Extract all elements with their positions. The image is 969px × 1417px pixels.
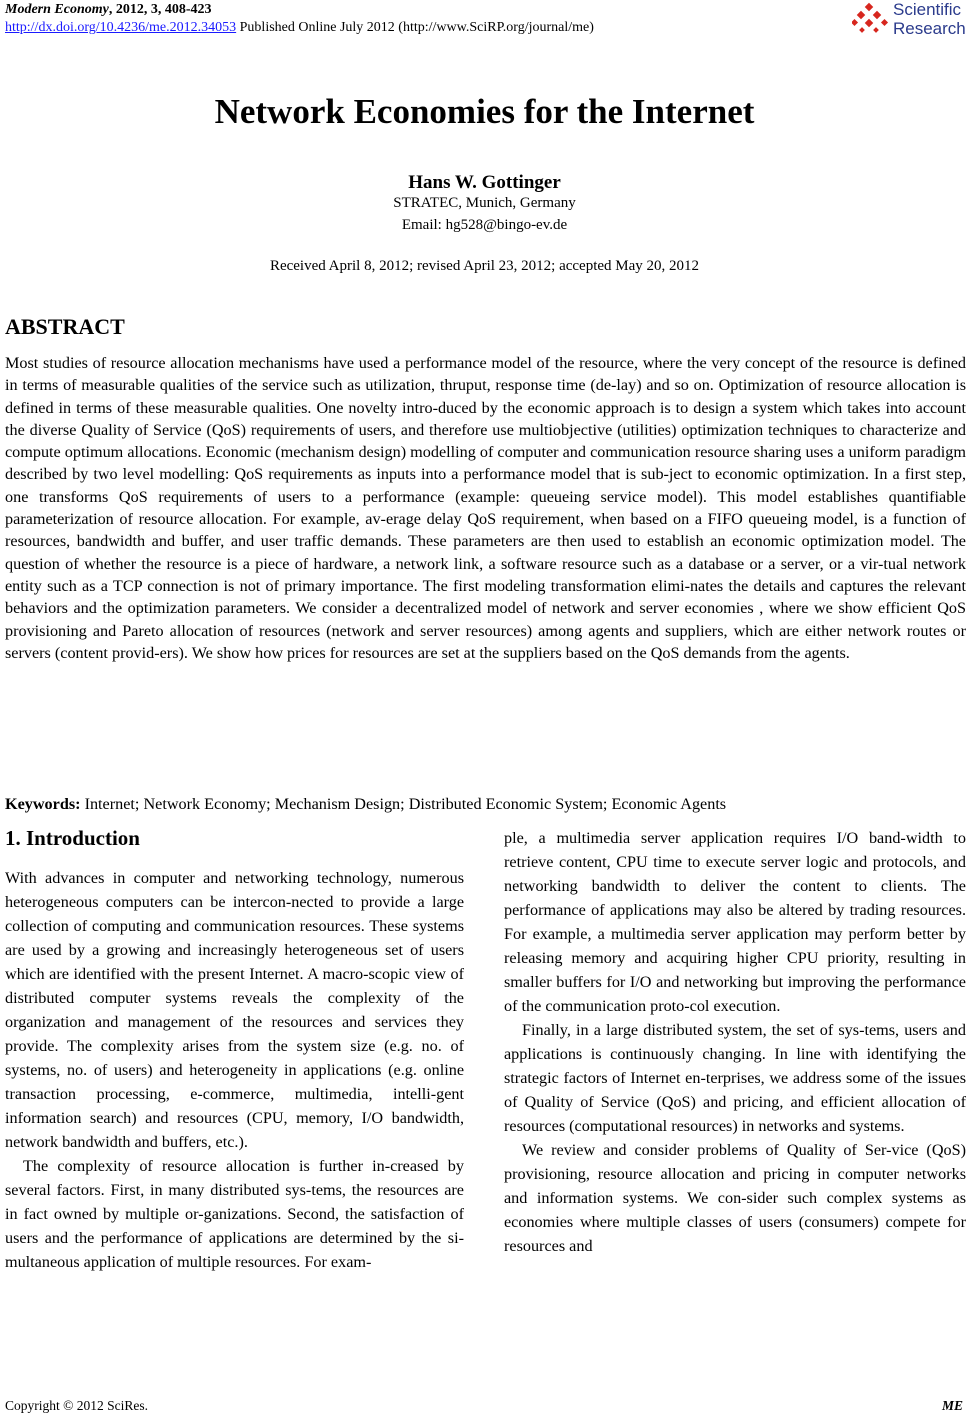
abstract-heading: ABSTRACT bbox=[5, 314, 125, 339]
doi-link[interactable]: http://dx.doi.org/10.4236/me.2012.34053 bbox=[5, 20, 237, 35]
journal-citation bbox=[5, 2, 212, 18]
logo-text: Scientific Research bbox=[893, 0, 966, 38]
journal-volume: , 2012, 3, 408-423 bbox=[108, 2, 212, 17]
section-heading-introduction: 1. Introduction bbox=[5, 826, 140, 850]
paragraph: ple, a multimedia server application requires I/O band-width to retrieve content, CPU time to execute server logic and protocols, and networking bandwidth to deliver the content to clients. The performance of applications may also be altered by trading resources. For example, a multimedia server application may perform better by releasing memory and acquiring higher CPU priority, resulting in smaller buffers for I/O and networking but improving the performance of the communication proto-col execution. bbox=[504, 829, 966, 1015]
author-email: Email: hg528@bingo-ev.de bbox=[401, 217, 568, 233]
journal-abbrev-footer: ME bbox=[941, 1398, 963, 1413]
received-dates: Received April 8, 2012; revised April 23, 2012; accepted May 20, 2012 bbox=[269, 258, 700, 274]
right-column bbox=[504, 826, 966, 1258]
journal-name: Modern Economy bbox=[5, 2, 109, 17]
abstract-text: Most studies of resource allocation mechanisms have used a performance model of the resource, where the very concept of the resource is defined in terms of measurable qualities of the service such as utilization, thruput, response time (de-lay) and so on. Optimization of resource allocation is defined in terms of these measurable qualities. One novelty intro-duced by the economic approach is to design a system which takes into account the diverse Quality of Service (QoS) requirements of users, and therefore use multiobjective (utilities) optimization techniques to characterize and compute optimum allocations. Economic (mechanism design) modelling of computer and communication resource sharing uses a uniform paradigm described by two level modelling: QoS requirements as inputs into a performance model that is sub-ject to economic optimization. In a first step, one transforms QoS requirements of users to a performance (example: queueing service model). This model establishes quantifiable parameterization of resource allocation. For example, av-erage delay QoS requirement, when based on a FIFO queueing model, is a function of resources, bandwidth and buffer, and user traffic demands. These parameters are then used to establish an economic optimization model. The question of whether the resource is a piece of hardware, a network link, a software resource such as a database or a server, or a vir-tual network entity such as a TCP connection is not of primary importance. The first modeling transformation elimi-nates the details and captures the relevant behaviors and the optimization parameters. We consider a decentralized model of network and server economies , where we show efficient QoS provisioning and Pareto allocation of resources (network and server resources) among agents and suppliers, which are either network routes or servers (content provid-ers). We show how prices for resources are set at the suppliers based on the QoS demands from the agents. bbox=[5, 354, 966, 662]
author-affiliation: STRATEC, Munich, Germany bbox=[393, 195, 576, 211]
left-column bbox=[5, 866, 464, 1274]
doi-line bbox=[5, 20, 594, 36]
published-online-text: Published Online July 2012 (http://www.SciRP.org/journal/me) bbox=[236, 20, 594, 35]
paragraph: With advances in computer and networking technology, numerous heterogeneous computers can be intercon-nected to provide a large collection of computing and communication resources. These systems are used by a growing and increasingly heterogeneous set of users which are identified with the present Internet. A macro-scopic view of distributed computer systems reveals the complexity of the organization and management of the resources and services they provide. The complexity arises from the system size (e.g. no. of systems, no. of users) and heterogeneity in applications (e.g. online transaction processing, e-commerce, multimedia, intelli-gent information search) and resources (CPU, memory, I/O bandwidth, network bandwidth and buffers, etc.). bbox=[5, 869, 464, 1151]
paragraph: The complexity of resource allocation is further in-creased by several factors. First, in many distributed sys-tems, the resources are in fact owned by multiple or-ganizations. Second, the satisfaction of users and the performance of applications are determined by the si-multaneous application of multiple resources. For exam- bbox=[5, 1157, 464, 1271]
paper-title: Network Economies for the Internet bbox=[214, 92, 755, 131]
paragraph: We review and consider problems of Quality of Ser-vice (QoS) provisioning, resource allocation and pricing in computer networks and information systems. We con-sider such complex systems as economies where multiple classes of users (consumers) compete for resources and bbox=[504, 1141, 966, 1255]
paragraph: Finally, in a large distributed system, the set of sys-tems, users and applications is continuously changing. In line with identifying the strategic factors of Internet en-terprises, we address some of the issues of Quality of Service (QoS) and pricing, and efficient allocation of resources (computational resources) in networks and systems. bbox=[504, 1021, 966, 1135]
keywords-list: Internet; Network Economy; Mechanism Design; Distributed Economic System; Economic Agents bbox=[80, 795, 727, 813]
keywords-line bbox=[5, 795, 726, 814]
author-name: Hans W. Gottinger bbox=[408, 172, 561, 193]
copyright-footer: Copyright © 2012 SciRes. bbox=[5, 1398, 149, 1413]
keywords-label: Keywords: bbox=[5, 795, 81, 813]
